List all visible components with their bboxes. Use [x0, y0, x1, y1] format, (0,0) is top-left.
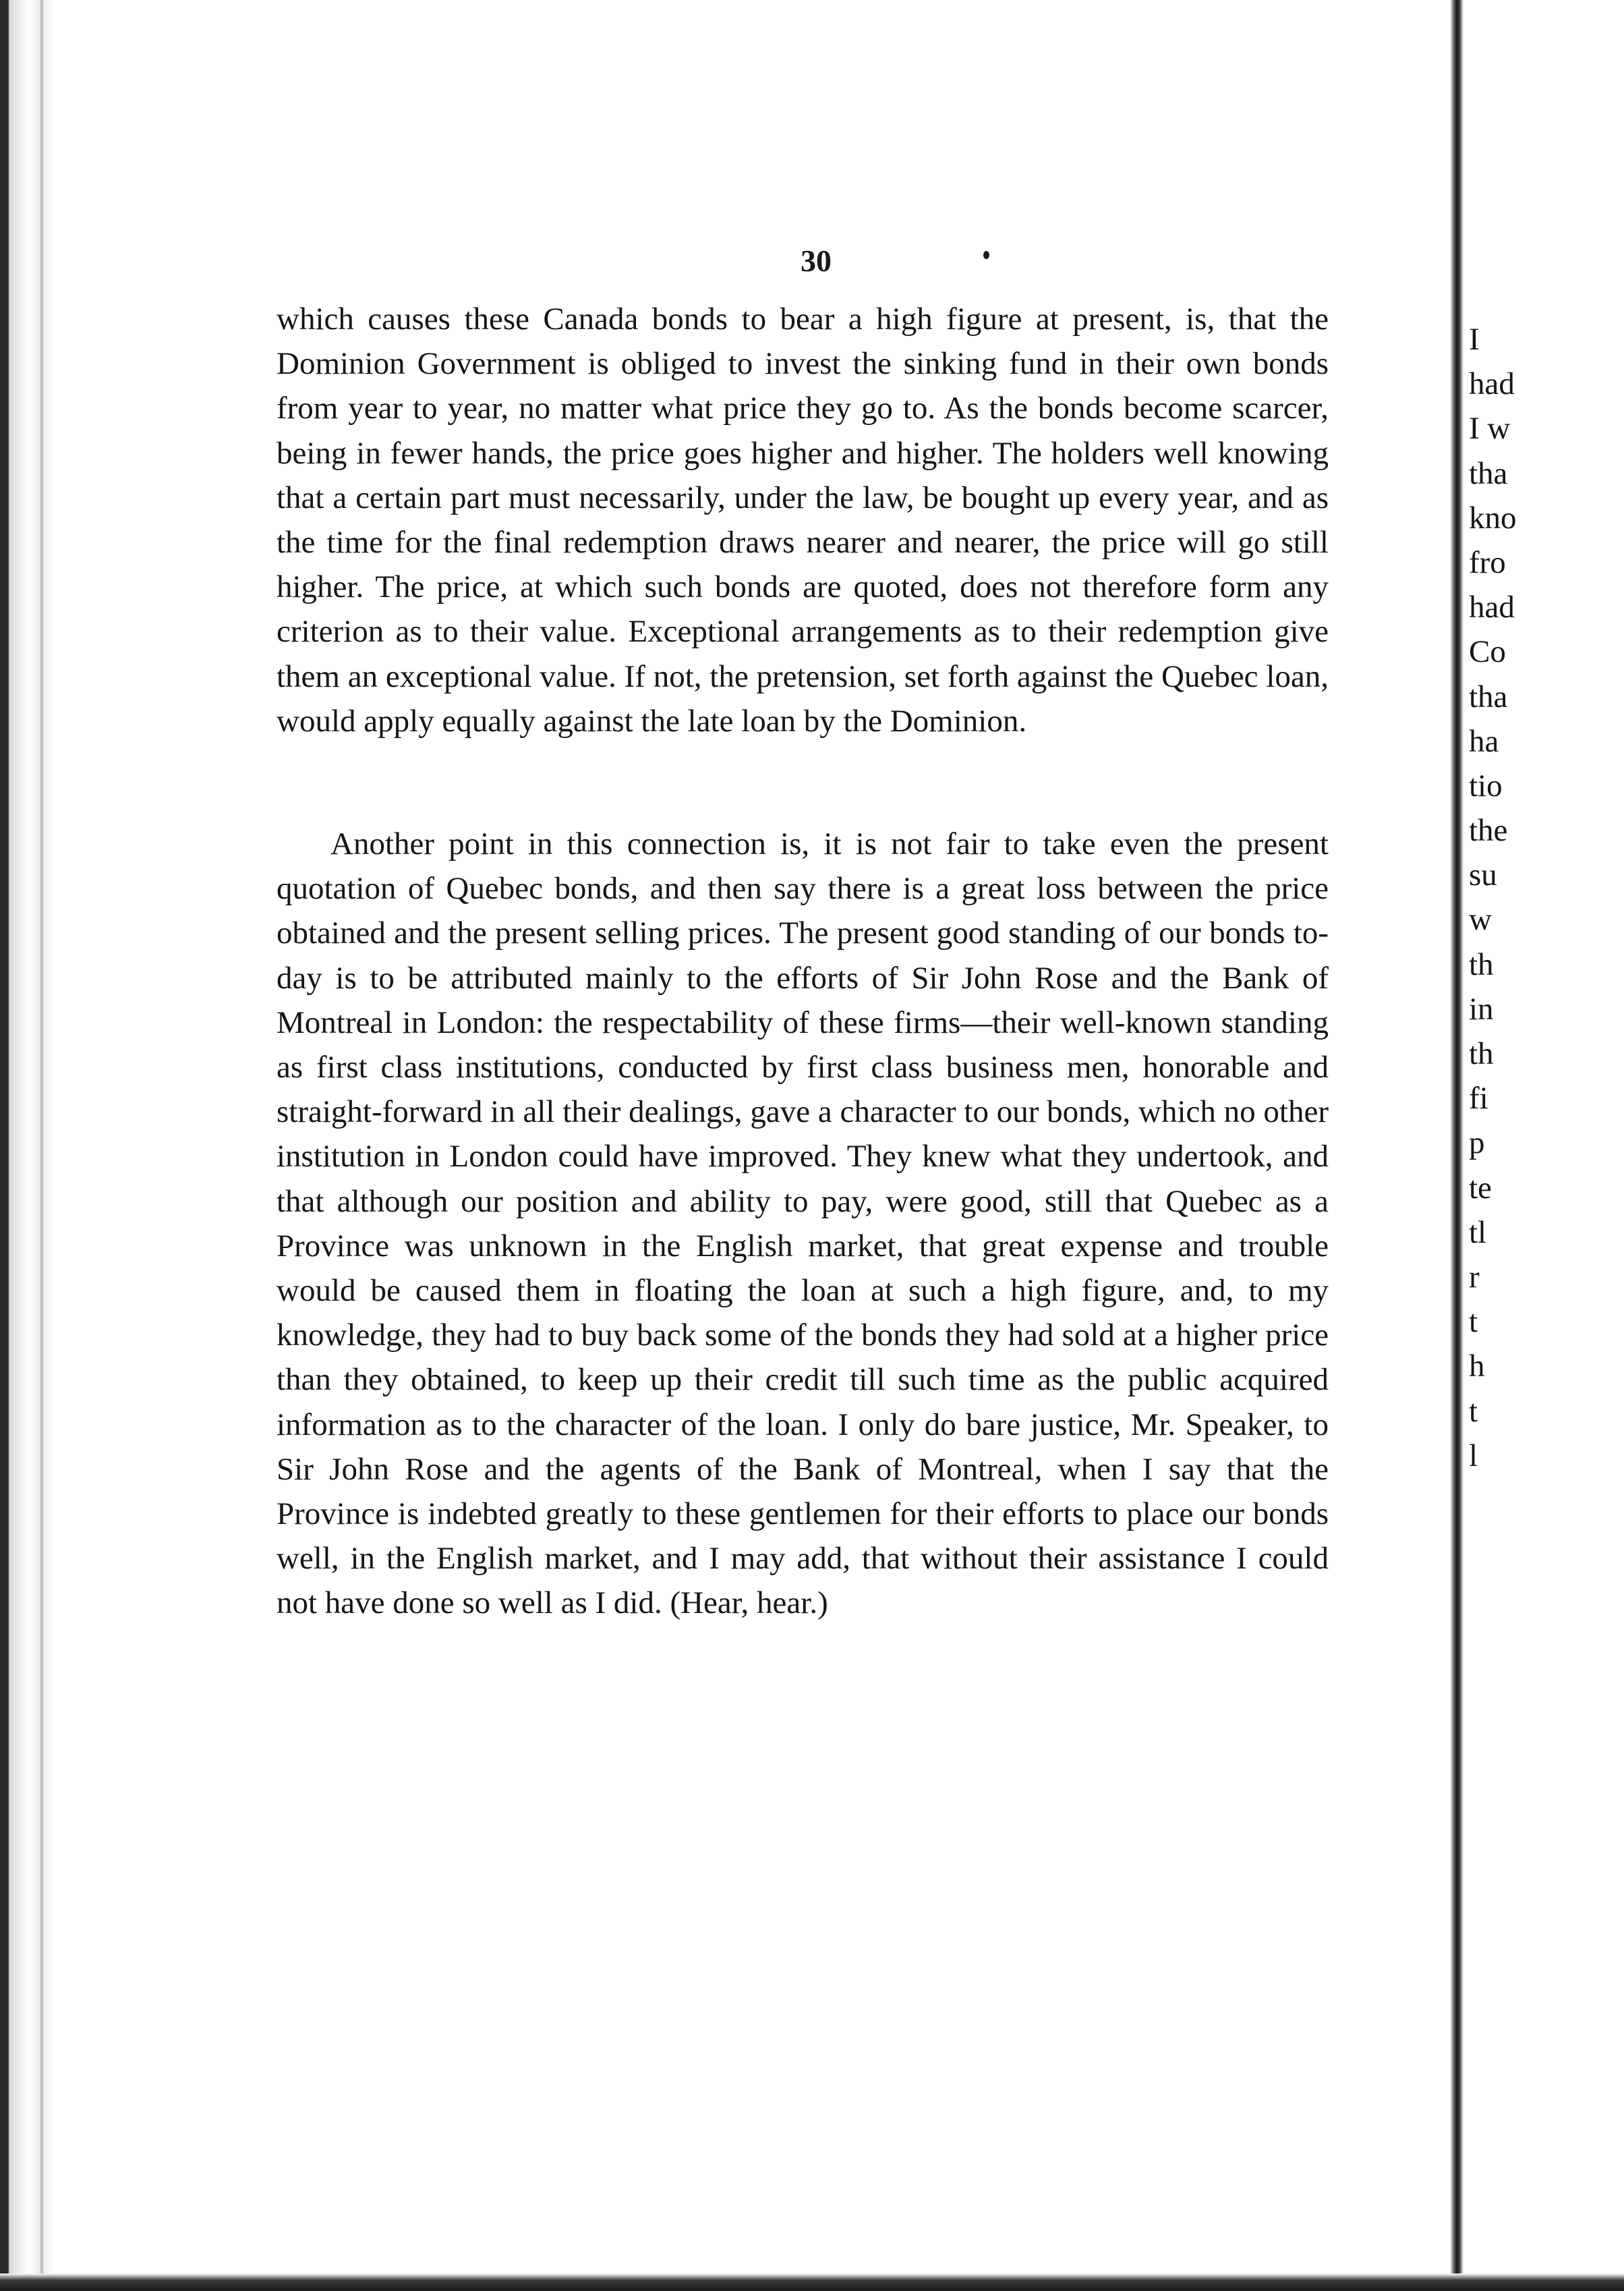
facing-line: t	[1469, 1393, 1478, 1429]
facing-line: fi	[1469, 1081, 1488, 1116]
facing-line: in	[1469, 991, 1494, 1027]
facing-line: te	[1469, 1170, 1492, 1206]
facing-line: r	[1469, 1259, 1480, 1295]
facing-line: the	[1469, 813, 1508, 849]
facing-line: th	[1469, 1036, 1494, 1071]
page-body	[277, 297, 1329, 1626]
facing-line: kno	[1469, 500, 1517, 536]
facing-line: tl	[1469, 1214, 1487, 1250]
facing-line: I w	[1469, 411, 1511, 447]
page-gutter	[1450, 0, 1463, 2291]
facing-line: t	[1469, 1304, 1478, 1340]
facing-line: th	[1469, 946, 1494, 982]
left-binding-edge	[0, 0, 67, 2291]
facing-line: tio	[1469, 768, 1503, 803]
facing-page-fragment	[1469, 317, 1624, 1478]
facing-line: fro	[1469, 544, 1506, 580]
facing-line: w	[1469, 902, 1492, 938]
facing-line: l	[1469, 1438, 1478, 1473]
facing-line: tha	[1469, 679, 1508, 714]
facing-line: Co	[1469, 634, 1506, 670]
facing-line: su	[1469, 857, 1497, 893]
facing-line: h	[1469, 1349, 1485, 1384]
page-number: 30	[801, 244, 832, 278]
facing-line: tha	[1469, 455, 1508, 491]
paragraph-another-point: Another point in this connection is, it is not fair to take even the present quotation of Quebec bonds, and then say there is a great loss between the price obtained and the present selling prices. The present good standing of our bonds to-day is to be attributed mainly to the efforts of Sir John Rose and the Bank of Montreal in London: the respectability of these firms—their well-known standing as first class institutions, conducted by first class business men, honorable and straight-forward in all their dealings, gave a character to our bonds, which no other institution in London could have improved. They knew what they undertook, and that although our position and ability to pay, were good, still that Quebec as a Province was unknown in the English market, that great expense and trouble would be caused them in floating the loan at such a high figure, and, to my knowledge, they had to buy back some of the bonds they had sold at a higher price than they obtained, to keep up their credit till such time as the public acquired information as to the character of the loan. I only do bare justice, Mr. Speaker, to Sir John Rose and the agents of the Bank of Montreal, when I say that the Province is indebted greatly to these gentlemen for their efforts to place our bonds well, in the English market, and I may add, that without their assistance I could not have done so well as I did. (Hear, hear.)	[277, 826, 1329, 1621]
bottom-edge	[0, 2273, 1624, 2291]
facing-line: had	[1469, 366, 1515, 402]
facing-line: I	[1469, 322, 1480, 357]
paragraph-continuation: which causes these Canada bonds to bear a high figure at present, is, that the Dominion Government is obliged to invest the sinking fund in their own bonds from year to year, no matter what price they go to. As the bonds become scarcer, being in fewer hands, the price goes higher and higher. The holders well knowing that a certain part must necessarily, under the law, be bought up every year, and as the time for the final redemption draws nearer and nearer, the price will go still higher. The price, at which such bonds are quoted, does not therefore form any criterion as to their value. Exceptional arrangements as to their redemption give them an exceptional value. If not, the pretension, set forth against the Quebec loan, would apply equally against the late loan by the Dominion.	[277, 302, 1329, 739]
facing-line: p	[1469, 1125, 1485, 1161]
left-page-edge-line	[40, 0, 43, 2291]
facing-line: ha	[1469, 723, 1499, 759]
ink-mark	[983, 251, 989, 259]
facing-line: had	[1469, 590, 1515, 625]
